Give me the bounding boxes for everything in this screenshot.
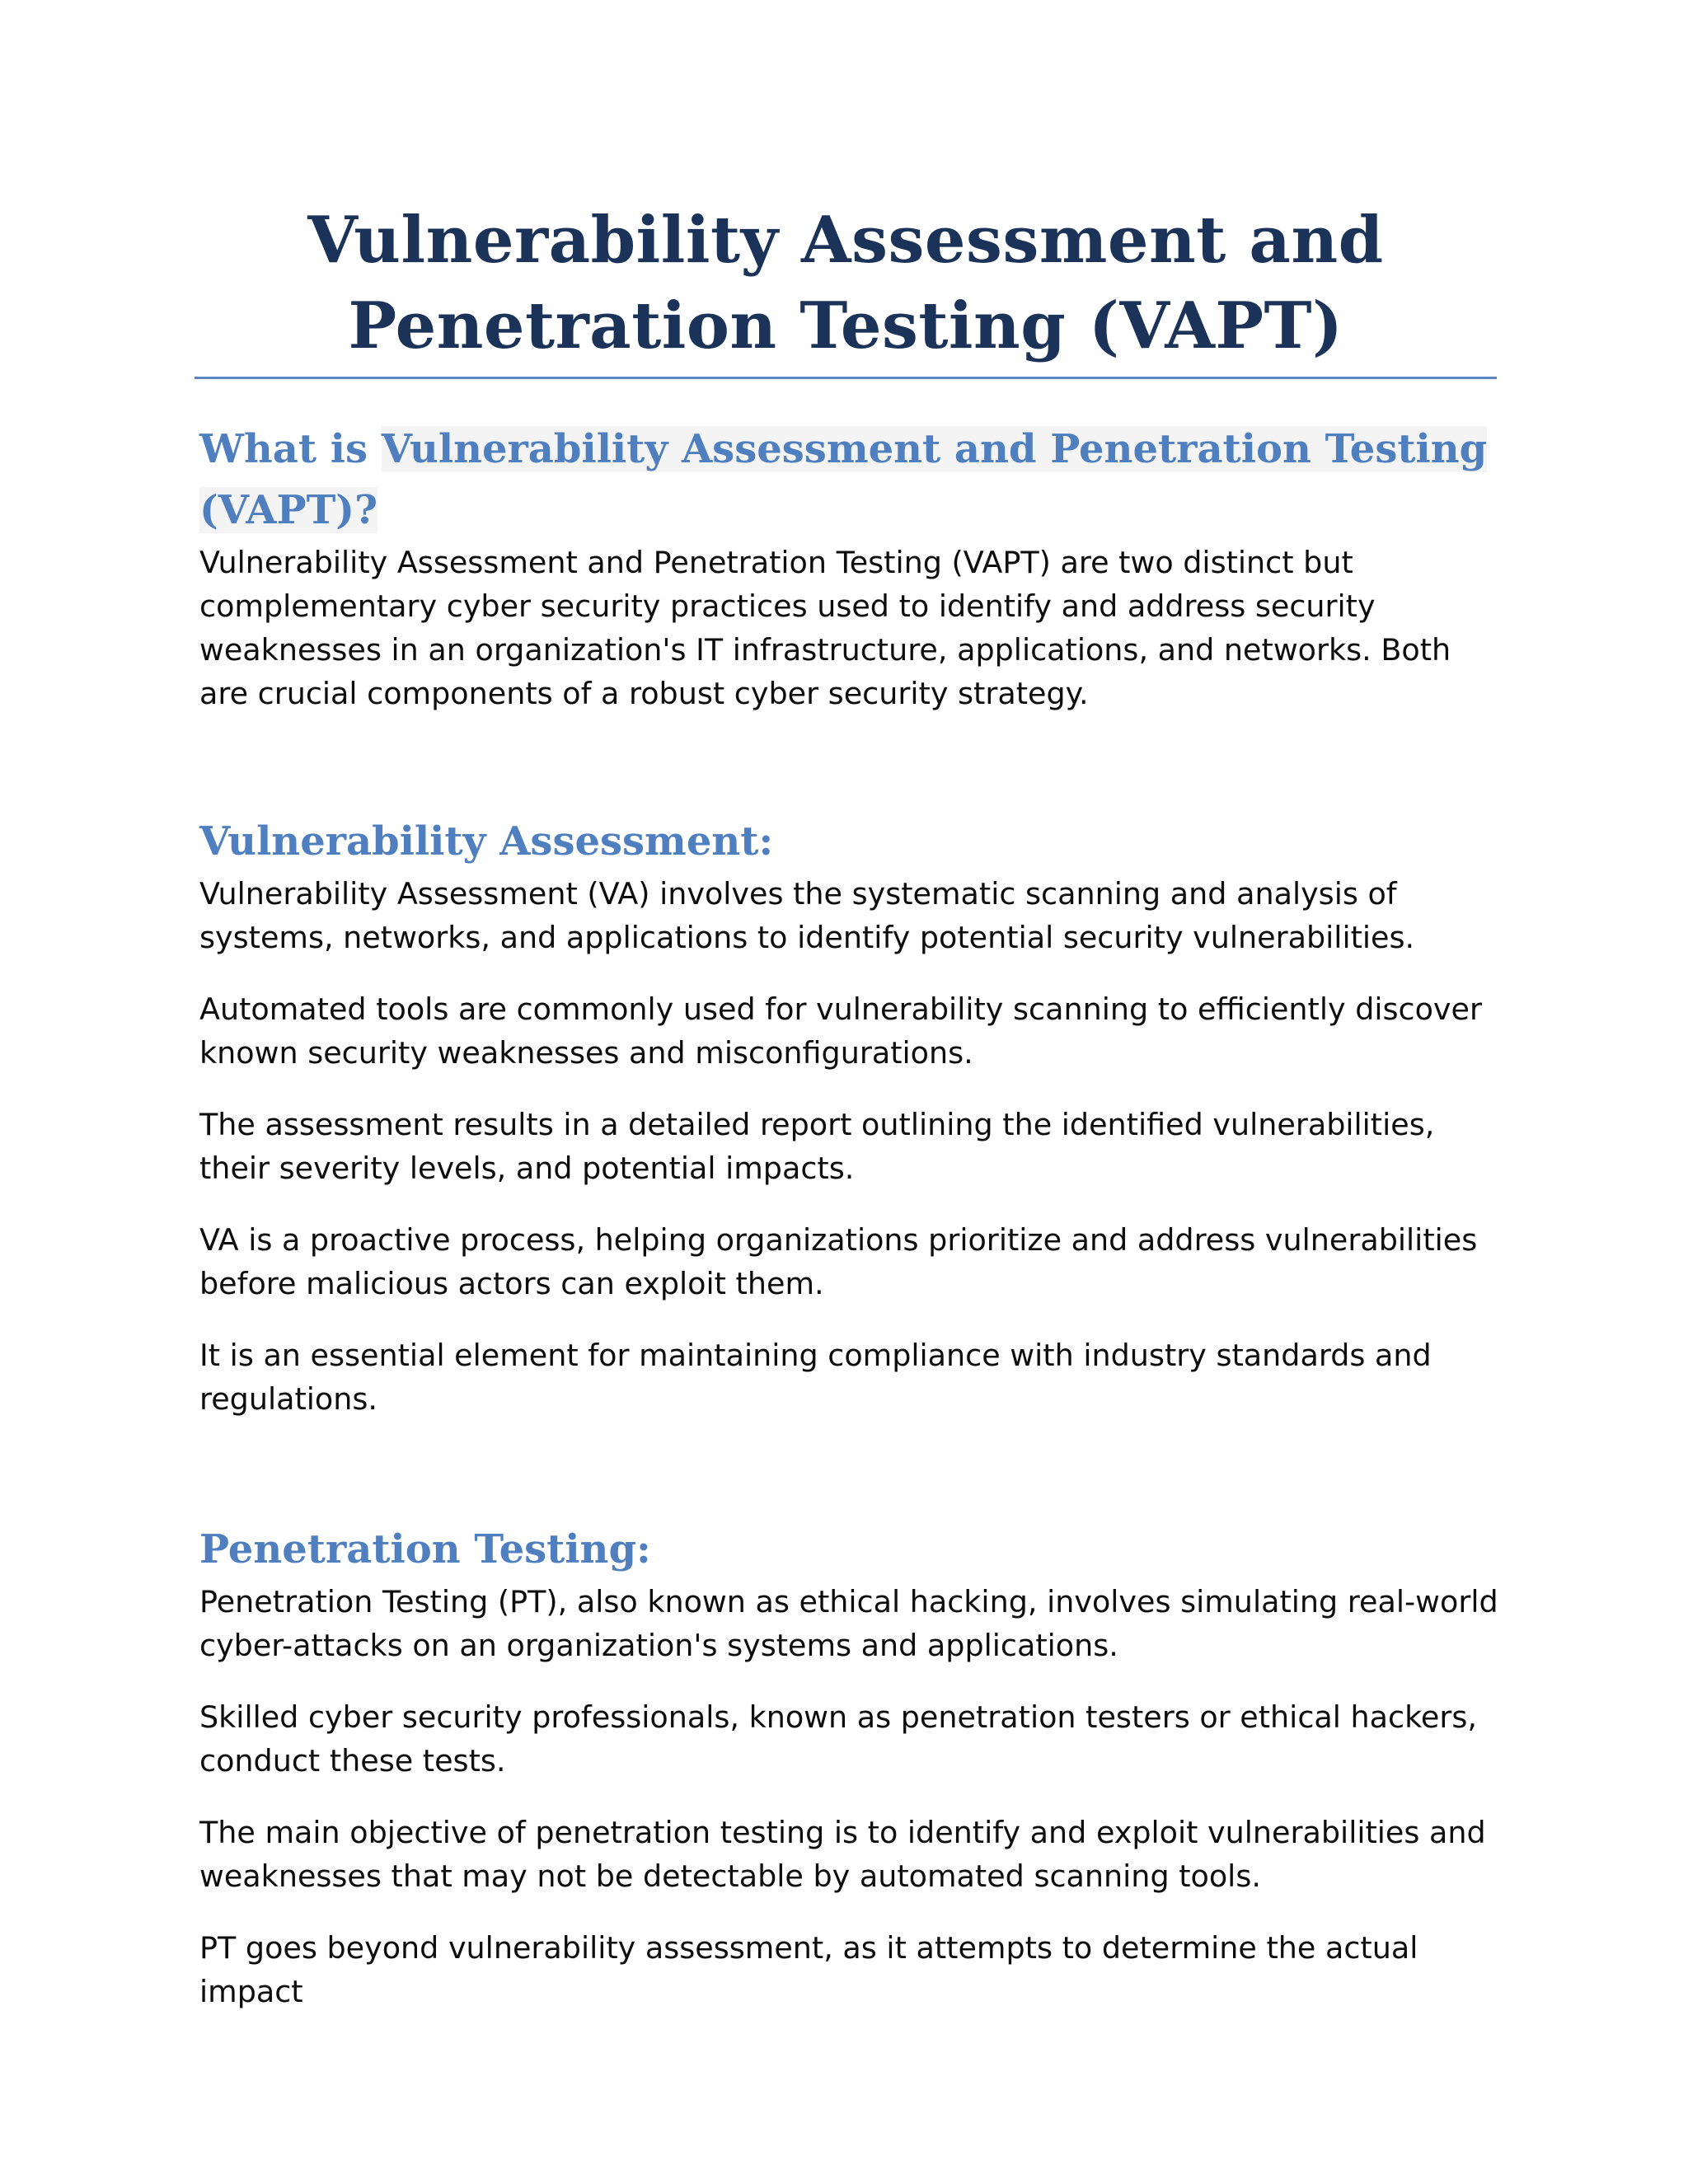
paragraph: Skilled cyber security professionals, known as penetration testers or ethical hackers, conduct these tests. bbox=[199, 1699, 1477, 1779]
section-penetration-testing bbox=[199, 1519, 1502, 2041]
heading-line-2: (VAPT)? bbox=[199, 487, 378, 533]
paragraph: The assessment results in a detailed report outlining the identified vulnerabilities, their severity levels, and potential impacts. bbox=[199, 1107, 1435, 1186]
paragraph: Penetration Testing (PT), also known as ethical hacking, involves simulating real-world cyber-attacks on an organization's systems and applications. bbox=[199, 1584, 1498, 1663]
paragraph: VA is a proactive process, helping organizations prioritize and address vulnerabilities before malicious actors can exploit them. bbox=[199, 1222, 1478, 1301]
document-title bbox=[195, 198, 1497, 369]
heading-prefix: What is bbox=[199, 426, 382, 472]
paragraph: The main objective of penetration testing is to identify and exploit vulnerabilities and weaknesses that may not be detectable by automated scanning tools. bbox=[199, 1815, 1486, 1894]
paragraph: Vulnerability Assessment (VA) involves the systematic scanning and analysis of systems, networks, and applications to identify potential security vulnerabilities. bbox=[199, 876, 1415, 955]
paragraph: PT goes beyond vulnerability assessment, as it attempts to determine the actual impact bbox=[199, 1930, 1418, 2009]
section-heading bbox=[199, 419, 1502, 541]
section-heading: Penetration Testing: bbox=[199, 1526, 651, 1572]
title-line-2: Penetration Testing (VAPT) bbox=[348, 288, 1343, 363]
paragraph: Vulnerability Assessment and Penetration Testing (VAPT) are two distinct but complementary cyber security practices used to identify and address security weaknesses in an organization's IT infrastructure, applications, and networks. Both are crucial components of a robust cyber security strategy. bbox=[199, 545, 1451, 711]
paragraph: It is an essential element for maintaining compliance with industry standards and regulations. bbox=[199, 1338, 1432, 1417]
section-vulnerability-assessment bbox=[199, 811, 1502, 1449]
section-heading: Vulnerability Assessment: bbox=[199, 818, 774, 865]
heading-highlight: Vulnerability Assessment and Penetration Testing bbox=[381, 426, 1488, 472]
title-line-1: Vulnerability Assessment and bbox=[307, 203, 1384, 278]
title-divider bbox=[195, 377, 1497, 379]
paragraph: Automated tools are commonly used for vulnerability scanning to efficiently discover known security weaknesses and misconfigurations. bbox=[199, 991, 1482, 1071]
section-what-is-vapt bbox=[199, 419, 1502, 743]
